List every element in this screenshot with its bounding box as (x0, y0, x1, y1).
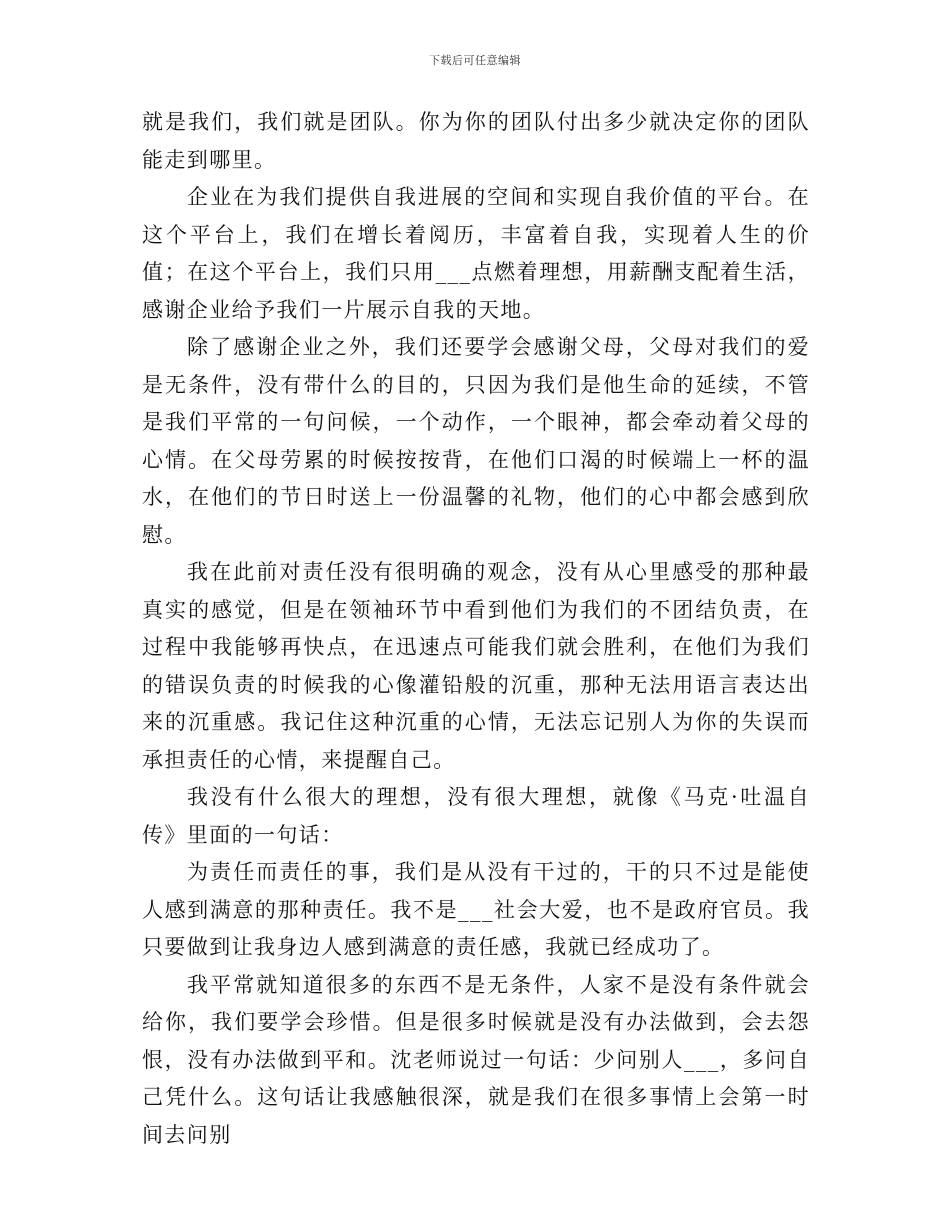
paragraph-5: 我没有什么很大的理想，没有很大理想，就像《马克·吐温自传》里面的一句话： (142, 785, 810, 847)
paragraph-3: 除了感谢企业之外，我们还要学会感谢父母，父母对我们的爱是无条件，没有带什么的目的，只因为我们是他生命的延续，不管是我们平常的一句问候，一个动作，一个眼神，都会牵动着父母的心情。在父母劳累的时候按按背，在他们口渴的时候端上一杯的温水，在他们的节日时送上一份温馨的礼物，他们的心中都会感到欣慰。 (142, 335, 810, 547)
document-body (142, 104, 810, 1154)
page-header-note: 下载后可任意编辑 (429, 54, 521, 67)
paragraph-7: 我平常就知道很多的东西不是无条件，人家不是没有条件就会给你，我们要学会珍惜。但是很多时候就是没有办法做到，会去怨恨，没有办法做到平和。沈老师说过一句话：少问别人___，多问自己凭什么。这句话让我感触很深，就是我们在很多事情上会第一时间去问别 (142, 972, 810, 1147)
paragraph-6: 为责任而责任的事，我们是从没有干过的，干的只不过是能使人感到满意的那种责任。我不是___社会大爱，也不是政府官员。我只要做到让我身边人感到满意的责任感，我就已经成功了。 (142, 860, 810, 959)
paragraph-4: 我在此前对责任没有很明确的观念，没有从心里感受的那种最真实的感觉，但是在领袖环节中看到他们为我们的不团结负责，在过程中我能够再快点，在迅速点可能我们就会胜利，在他们为我们的错误负责的时候我的心像灌铅般的沉重，那种无法用语言表达出来的沉重感。我记住这种沉重的心情，无法忘记别人为你的失误而承担责任的心情，来提醒自己。 (142, 560, 810, 772)
paragraph-2: 企业在为我们提供自我进展的空间和实现自我价值的平台。在这个平台上，我们在增长着阅历，丰富着自我，实现着人生的价值；在这个平台上，我们只用___点燃着理想，用薪酬支配着生活，感谢企业给予我们一片展示自我的天地。 (142, 185, 810, 322)
paragraph-1: 就是我们，我们就是团队。你为你的团队付出多少就决定你的团队能走到哪里。 (142, 110, 810, 172)
